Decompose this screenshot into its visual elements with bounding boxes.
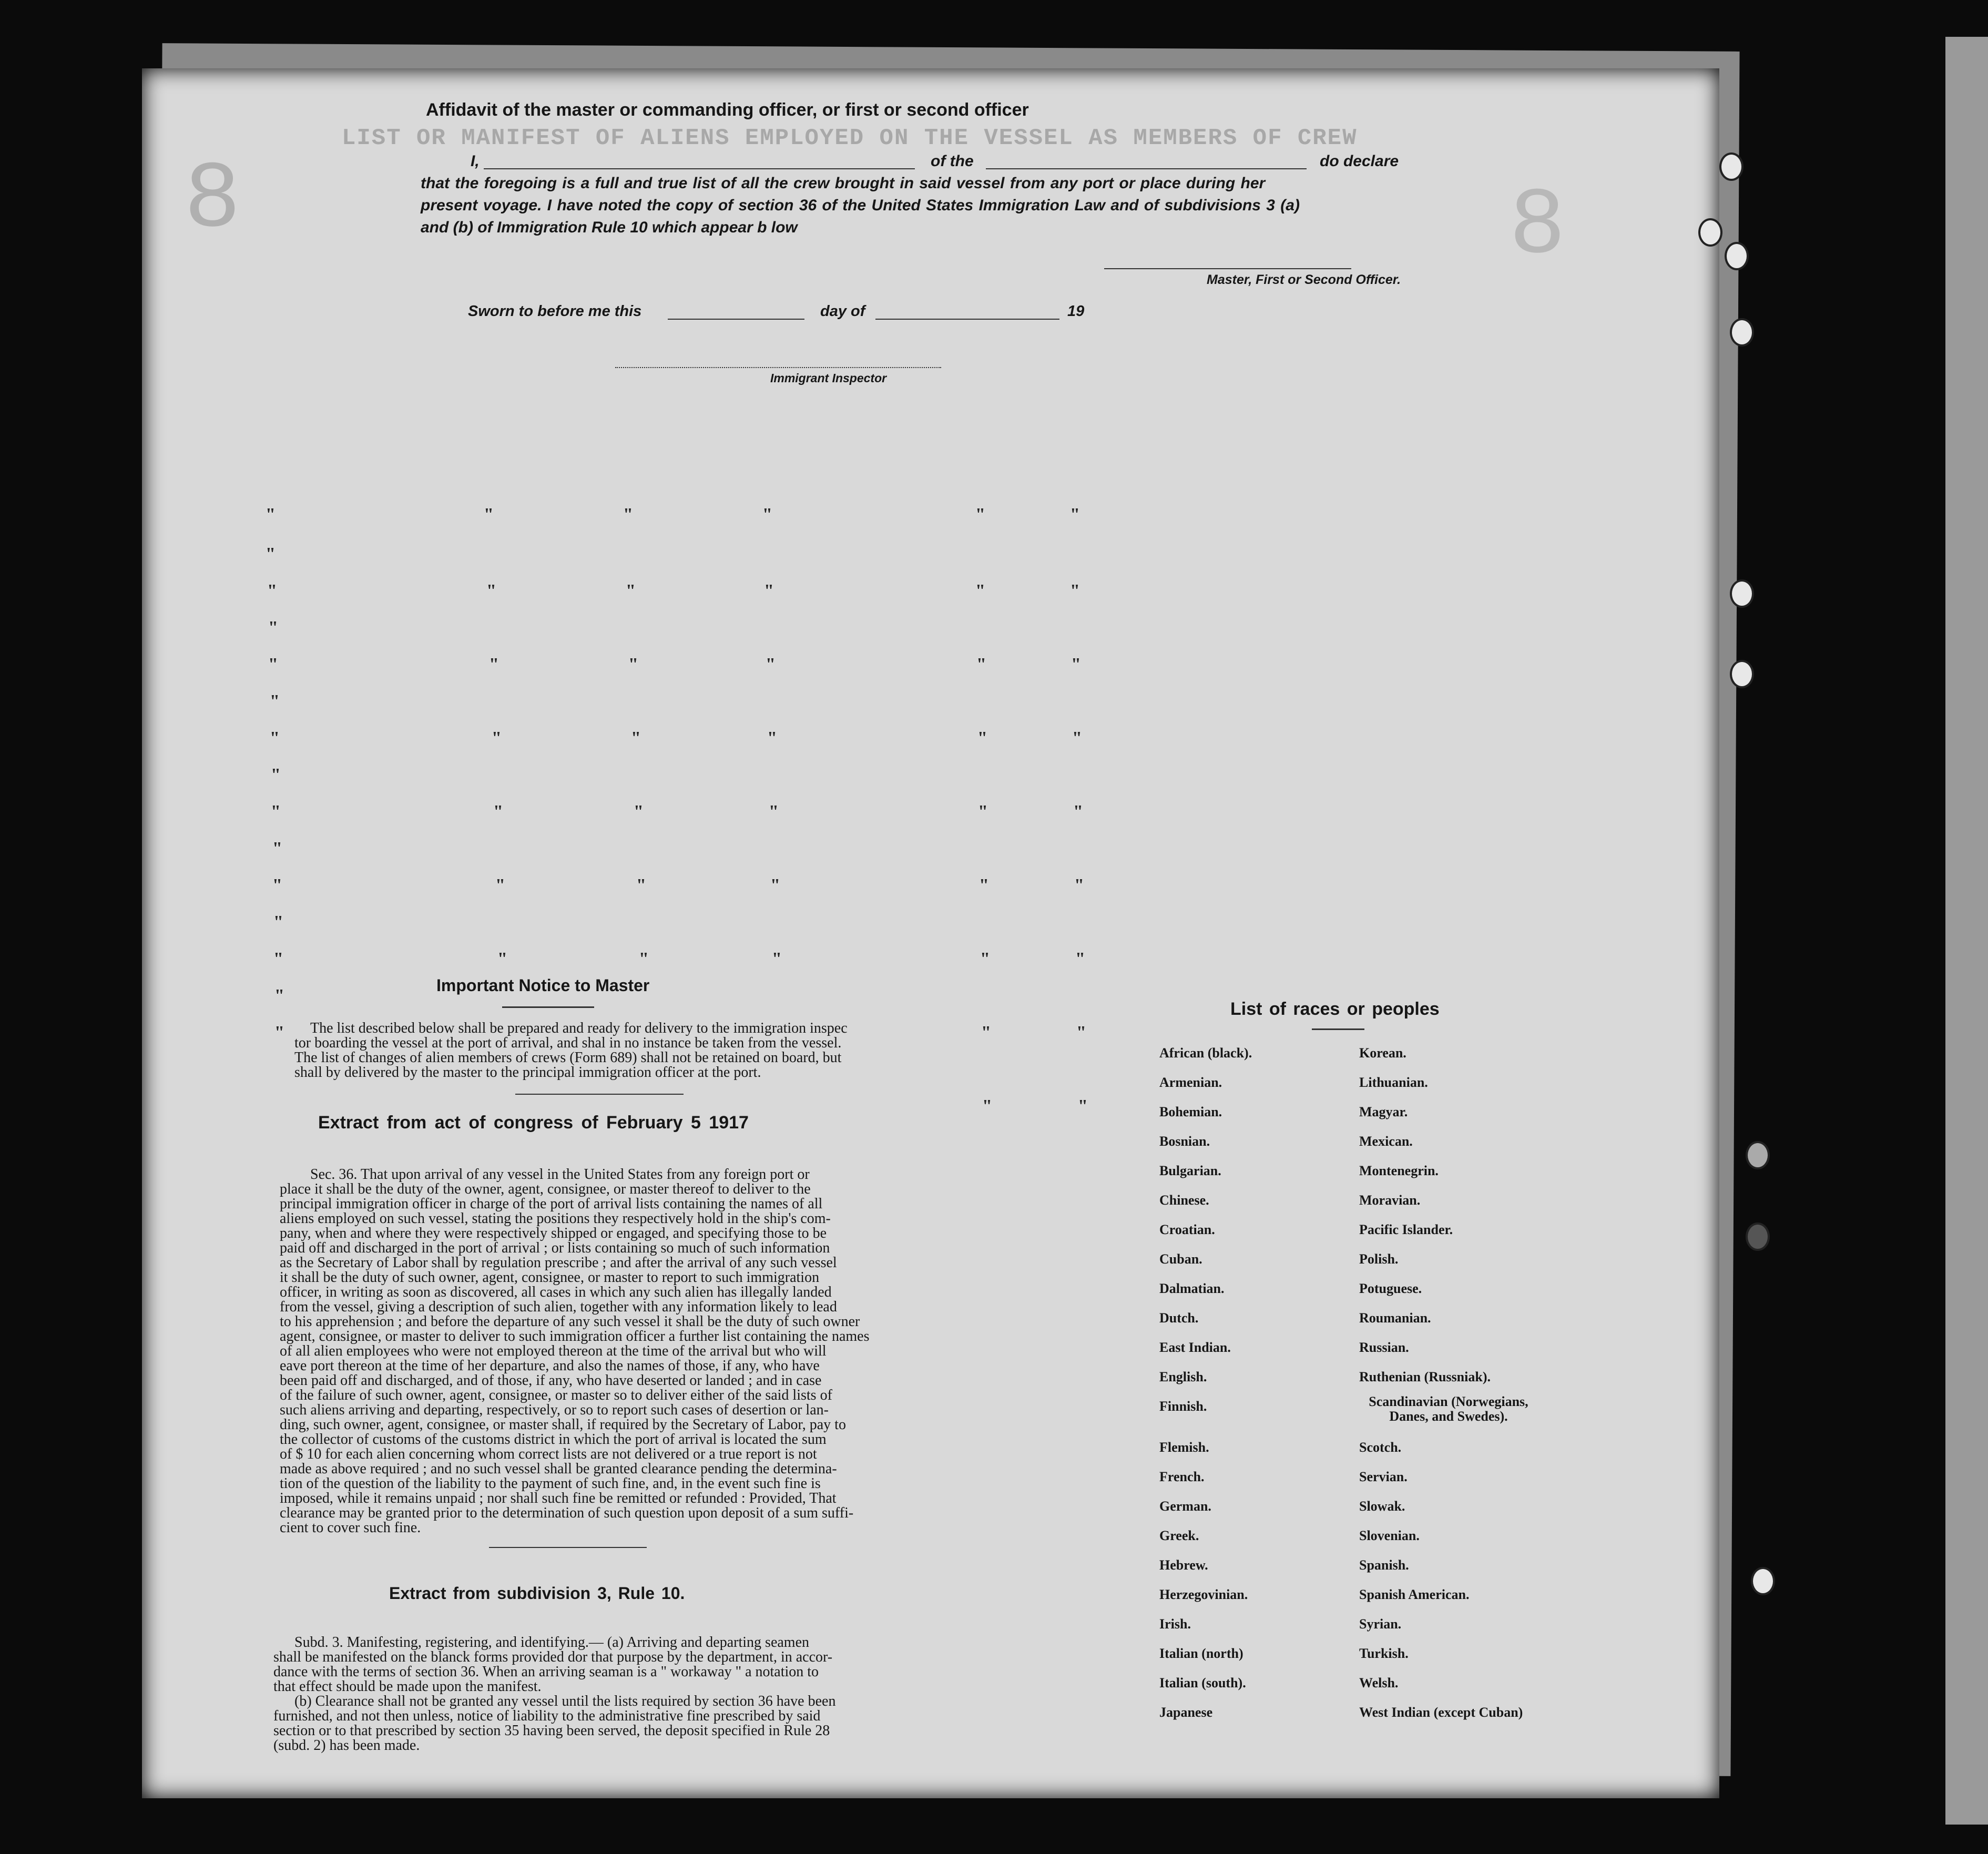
race-item: Italian (north) xyxy=(1159,1646,1243,1661)
race-item: Dutch. xyxy=(1159,1310,1199,1326)
ditto-mark: " xyxy=(274,986,284,1005)
sworn-label: Sworn to before me this xyxy=(468,303,642,320)
race-item: Lithuanian. xyxy=(1359,1075,1428,1090)
extract-act-line: officer, in writing as soon as discovered, all cases in which any such alien has illegally landed xyxy=(280,1284,832,1300)
inspector-label: Immigrant Inspector xyxy=(770,371,887,385)
ditto-mark: " xyxy=(631,728,641,748)
race-item: Greek. xyxy=(1159,1528,1199,1543)
signature-label: Master, First or Second Officer. xyxy=(1207,272,1401,287)
punch-hole-icon xyxy=(1730,318,1754,347)
punch-hole-icon xyxy=(1698,218,1722,247)
ditto-mark: " xyxy=(273,949,283,969)
race-item: Welsh. xyxy=(1359,1675,1399,1690)
ditto-mark: " xyxy=(268,618,278,637)
race-item: East Indian. xyxy=(1159,1340,1231,1355)
ditto-mark: " xyxy=(484,505,494,524)
ditto-mark: " xyxy=(636,875,646,895)
race-item: Syrian. xyxy=(1359,1616,1402,1632)
race-item: Hebrew. xyxy=(1159,1557,1208,1573)
race-item: English. xyxy=(1159,1369,1207,1384)
ditto-mark: " xyxy=(1078,1096,1088,1116)
ditto-mark: " xyxy=(267,581,277,600)
race-item: Bulgarian. xyxy=(1159,1163,1221,1178)
ditto-mark: " xyxy=(271,802,281,821)
ditto-mark: " xyxy=(489,655,499,674)
race-item: Montenegrin. xyxy=(1359,1163,1439,1178)
race-item: Cuban. xyxy=(1159,1251,1202,1267)
race-item: Chinese. xyxy=(1159,1193,1209,1208)
extract-act-line: to his apprehension ; and before the departure of any such vessel it shall be the duty of such owner xyxy=(280,1313,860,1330)
extract-act-line: tion of the question of the liability to the payment of such fine, and, in the event such fine is xyxy=(280,1475,821,1492)
notice-heading-rule xyxy=(502,1006,594,1008)
extract-rule-heading: Extract from subdivision 3, Rule 10. xyxy=(389,1584,685,1603)
ditto-mark: " xyxy=(634,802,644,821)
ditto-mark: " xyxy=(979,875,989,895)
punch-hole-icon xyxy=(1751,1567,1775,1595)
ditto-mark: " xyxy=(623,505,633,524)
extract-act-line: of the failure of such owner, agent, consignee, or master so to deliver either of the said lists of xyxy=(280,1387,832,1403)
race-item: Slovenian. xyxy=(1359,1528,1420,1543)
ditto-mark: " xyxy=(639,949,649,969)
extract-act-line: it shall be the duty of such owner, agent, consignee, or master to report to such immigration xyxy=(280,1269,820,1286)
race-item: Bohemian. xyxy=(1159,1104,1222,1119)
ditto-mark: " xyxy=(981,1023,991,1042)
affidavit-line1-i: I, xyxy=(471,152,480,170)
race-item: Potuguese. xyxy=(1359,1281,1422,1296)
extract-rule-line: shall be manifested on the blanck forms provided dor that purpose by the department, in accor- xyxy=(273,1649,833,1665)
extract-rule-line: section or to that prescribed by section 35 having been served, the deposit specified in Rule 28 xyxy=(273,1723,830,1739)
ditto-mark: " xyxy=(272,839,282,858)
race-item: Ruthenian (Russniak). xyxy=(1359,1369,1491,1384)
ditto-mark: " xyxy=(767,728,777,748)
race-item: Herzegovinian. xyxy=(1159,1587,1248,1602)
race-item: Croatian. xyxy=(1159,1222,1215,1237)
extract-act-line: paid off and discharged in the port of arrival ; or lists containing so much of such information xyxy=(280,1240,830,1256)
race-item: West Indian (except Cuban) xyxy=(1359,1705,1523,1720)
ditto-mark: " xyxy=(762,505,772,524)
extract-act-line: principal immigration officer in charge of the port of arrival lists containing the names of all xyxy=(280,1196,823,1212)
ditto-mark: " xyxy=(268,655,278,674)
ditto-mark: " xyxy=(1074,875,1084,895)
ditto-mark: " xyxy=(270,728,280,748)
races-heading: List of races or peoples xyxy=(1230,999,1440,1019)
race-item: Magyar. xyxy=(1359,1104,1408,1119)
extract-act-line: made as above required ; and no such vessel shall be granted clearance pending the determina- xyxy=(280,1461,837,1477)
ditto-mark: " xyxy=(764,581,774,600)
race-item: Polish. xyxy=(1359,1251,1399,1267)
race-item: Japanese xyxy=(1159,1705,1213,1720)
ditto-mark: " xyxy=(976,655,986,674)
race-item: Spanish American. xyxy=(1359,1587,1470,1602)
ditto-mark: " xyxy=(495,875,505,895)
extract-rule-line: that effect should be made upon the manifest. xyxy=(273,1678,542,1695)
affidavit-line2: that the foregoing is a full and true list of all the crew brought in said vessel from any port or place during her xyxy=(421,175,1266,192)
ditto-mark: " xyxy=(980,949,990,969)
signature-line xyxy=(1104,268,1351,269)
ditto-mark: " xyxy=(486,581,496,600)
notice-divider xyxy=(515,1094,684,1095)
ditto-mark: " xyxy=(1070,505,1080,524)
race-item: Irish. xyxy=(1159,1616,1191,1632)
race-item: Italian (south). xyxy=(1159,1675,1246,1690)
ditto-mark: " xyxy=(766,655,776,674)
race-item: Pacific Islander. xyxy=(1359,1222,1453,1237)
ditto-mark: " xyxy=(769,802,779,821)
ditto-mark: " xyxy=(266,544,276,564)
race-item: Servian. xyxy=(1359,1469,1408,1484)
sworn-month-blank xyxy=(875,319,1059,320)
sworn-day-blank xyxy=(668,319,804,320)
extract-rule-line: (b) Clearance shall not be granted any vessel until the lists required by section 36 have been xyxy=(294,1693,836,1709)
extract-act-line: such aliens arriving and departing, respectively, or so to report such cases of desertion or lan- xyxy=(280,1402,829,1418)
ditto-mark: " xyxy=(497,949,507,969)
extract-act-line: clearance may be granted prior to the determination of such question upon deposit of a sum suffi- xyxy=(280,1505,854,1521)
ditto-mark: " xyxy=(975,581,985,600)
race-item: Slowak. xyxy=(1359,1499,1405,1514)
extract-act-line: pany, when and where they were respectively shipped or engaged, and specifying those to be xyxy=(280,1225,827,1241)
affidavit-line3: present voyage. I have noted the copy of section 36 of the United States Immigration Law and of subdivisions 3 (a) xyxy=(421,197,1300,214)
extract-act-line: place it shall be the duty of the owner, agent, consignee, or master thereof to deliver to the xyxy=(280,1181,811,1197)
ditto-mark: " xyxy=(982,1096,992,1116)
race-item: Russian. xyxy=(1359,1340,1409,1355)
extract-act-line: from the vessel, giving a description of such alien, together with any information likely to lead xyxy=(280,1299,837,1315)
punch-hole-icon xyxy=(1725,242,1749,270)
race-item: Mexican. xyxy=(1359,1134,1413,1149)
affidavit-name-blank xyxy=(484,168,915,169)
notice-line: The list of changes of alien members of crews (Form 689) shall not be retained on board, but xyxy=(294,1050,842,1066)
race-item: Turkish. xyxy=(1359,1646,1409,1661)
extract-rule-line: (subd. 2) has been made. xyxy=(273,1737,420,1754)
extract-act-line: the collector of customs of the customs district in which the port of arrival is located the sum xyxy=(280,1431,827,1448)
ditto-mark: " xyxy=(270,691,280,711)
extract-act-line: eave port thereon at the time of her departure, and also the names of those, if any, who have xyxy=(280,1358,820,1374)
race-item: Finnish. xyxy=(1159,1399,1207,1414)
punch-hole-icon xyxy=(1730,579,1754,608)
bleed-through-number-right: 8 xyxy=(1509,174,1566,281)
adjacent-page-edge xyxy=(1945,37,1988,1825)
ditto-mark: " xyxy=(626,581,636,600)
extract-rule-line: furnished, and not then unless, notice of liability to the administrative fine prescribed by said xyxy=(273,1708,821,1724)
ditto-mark: " xyxy=(978,802,988,821)
extract-act-line: Sec. 36. That upon arrival of any vessel in the United States from any foreign port or xyxy=(310,1166,810,1183)
race-item: Scandinavian (Norwegians, Danes, and Swedes). xyxy=(1369,1394,1528,1424)
race-item: Armenian. xyxy=(1159,1075,1222,1090)
punch-hole-icon xyxy=(1730,660,1754,688)
ditto-mark: " xyxy=(271,765,281,785)
year-label: 19 xyxy=(1067,303,1085,320)
notice-line: The list described below shall be prepared and ready for delivery to the immigration inspec xyxy=(310,1020,848,1036)
ditto-mark: " xyxy=(628,655,638,674)
ditto-mark: " xyxy=(1073,802,1083,821)
extract-rule-line: Subd. 3. Manifesting, registering, and identifying.— (a) Arriving and departing seamen xyxy=(294,1634,810,1651)
extract-act-line: of all alien employees who were not employed thereon at the time of the arrival but who will xyxy=(280,1343,827,1359)
affidavit-line1-of-the: of the xyxy=(931,152,974,170)
notice-line: tor boarding the vessel at the port of arrival, and shal in no instance be taken from the vessel. xyxy=(294,1035,842,1051)
extract-act-heading: Extract from act of congress of February 5 1917 xyxy=(318,1113,749,1133)
ditto-mark: " xyxy=(975,505,985,524)
extract-act-line: cient to cover such fine. xyxy=(280,1520,421,1536)
affidavit-line1-declare: do declare xyxy=(1320,152,1399,170)
ditto-mark: " xyxy=(266,505,276,524)
ditto-mark: " xyxy=(1075,949,1085,969)
ditto-mark: " xyxy=(492,728,502,748)
race-item: Moravian. xyxy=(1359,1193,1421,1208)
day-of-label: day of xyxy=(820,303,865,320)
race-item: Spanish. xyxy=(1359,1557,1409,1573)
ditto-mark: " xyxy=(493,802,503,821)
ditto-mark: " xyxy=(772,949,782,969)
race-item: Roumanian. xyxy=(1359,1310,1431,1326)
affidavit-line4: and (b) of Immigration Rule 10 which appear b low xyxy=(421,219,798,236)
punch-hole-icon xyxy=(1746,1141,1770,1169)
punch-hole-icon xyxy=(1719,152,1744,181)
extract-rule-line: dance with the terms of section 36. When an arriving seaman is a " workaway " a notation to xyxy=(273,1664,819,1680)
ditto-mark: " xyxy=(274,1023,284,1042)
ditto-mark: " xyxy=(1071,655,1081,674)
bleed-through-title: LIST OR MANIFEST OF ALIENS EMPLOYED ON THE VESSEL AS MEMBERS OF CREW xyxy=(342,125,1358,151)
ditto-mark: " xyxy=(272,875,282,895)
extract-act-line: ding, such owner, agent, consignee, or master shall, if required by the Secretary of Labor, pay to xyxy=(280,1417,846,1433)
races-heading-rule xyxy=(1312,1028,1364,1030)
extract-act-divider xyxy=(489,1547,647,1548)
affidavit-vessel-blank xyxy=(986,168,1307,169)
extract-act-line: agent, consignee, or master to deliver to such immigration officer a further list containing the names xyxy=(280,1328,870,1344)
punch-hole-icon xyxy=(1746,1223,1770,1251)
affidavit-heading: Affidavit of the master or commanding officer, or first or second officer xyxy=(426,100,1029,120)
ditto-mark: " xyxy=(1070,581,1080,600)
race-item: French. xyxy=(1159,1469,1205,1484)
extract-act-line: imposed, while it remains unpaid ; nor shall such fine be remitted or refunded : Provided, That xyxy=(280,1490,837,1506)
extract-act-line: aliens employed on such vessel, stating the positions they respectively hold in the ship's com- xyxy=(280,1210,831,1227)
race-item: Dalmatian. xyxy=(1159,1281,1225,1296)
race-item: Flemish. xyxy=(1159,1440,1209,1455)
race-item: German. xyxy=(1159,1499,1211,1514)
ditto-mark: " xyxy=(977,728,987,748)
notice-line: shall by delivered by the master to the principal immigration officer at the port. xyxy=(294,1064,761,1081)
extract-act-line: been paid off and discharged, and of those, if any, who have deserted or landed ; and in case xyxy=(280,1372,822,1389)
ditto-mark: " xyxy=(1072,728,1082,748)
race-item: Bosnian. xyxy=(1159,1134,1210,1149)
ditto-mark: " xyxy=(1076,1023,1086,1042)
inspector-line xyxy=(615,367,941,368)
ditto-mark: " xyxy=(273,912,283,932)
race-item: African (black). xyxy=(1159,1045,1252,1061)
race-item: Korean. xyxy=(1359,1045,1406,1061)
extract-act-line: as the Secretary of Labor shall by regulation prescribe ; and after the arrival of any such vessel xyxy=(280,1255,837,1271)
document-page xyxy=(142,68,1719,1798)
race-item: Scotch. xyxy=(1359,1440,1402,1455)
ditto-mark: " xyxy=(770,875,780,895)
bleed-through-number-left: 8 xyxy=(184,147,241,254)
notice-heading: Important Notice to Master xyxy=(436,976,650,995)
extract-act-line: of $ 10 for each alien concerning whom correct lists are not delivered or a true report is not xyxy=(280,1446,817,1462)
